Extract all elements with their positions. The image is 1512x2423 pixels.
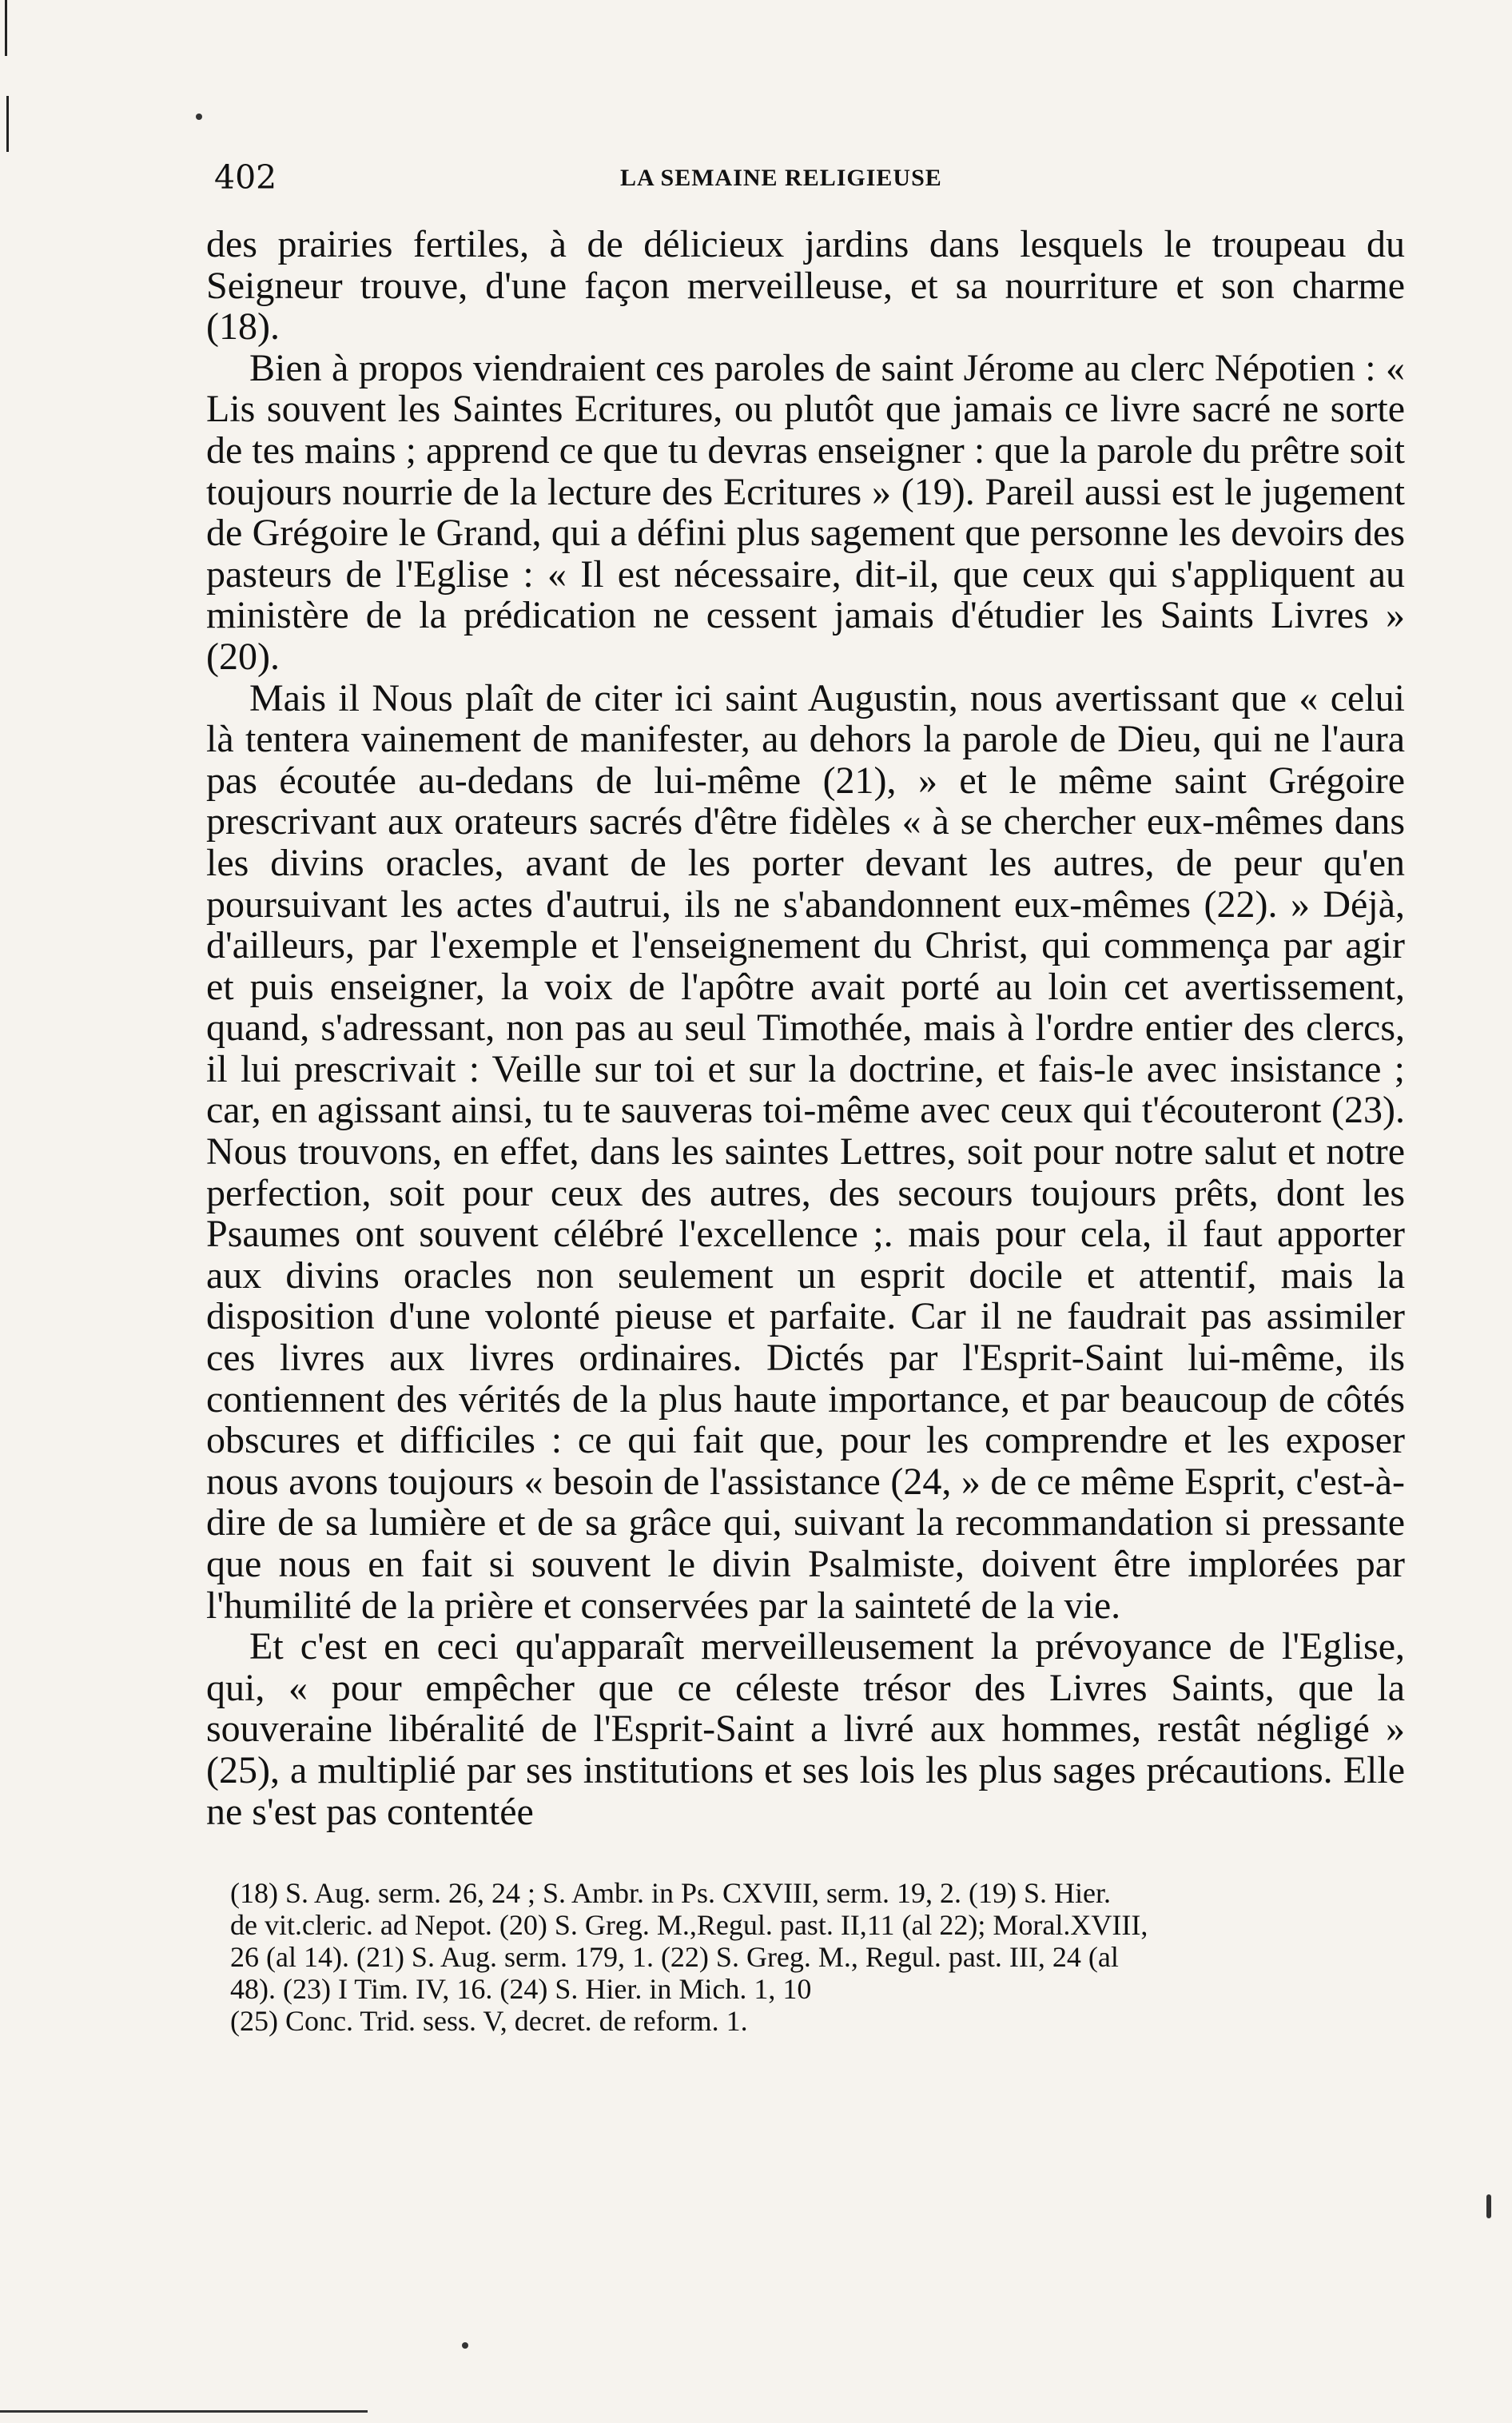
paragraph: Et c'est en ceci qu'apparaît merveilleusement la prévoyance de l'Eglise, qui, « pour empêcher que ce céleste trésor des Livres Saints, que la souveraine libéralité de l'Esprit-Saint a livré aux hommes, restât négligé » (25), a multiplié par ses institutions et ses lois les plus sages précautions. Elle ne s'est pas contentée: [206, 1625, 1405, 1833]
bottom-rule: [0, 2410, 368, 2413]
scan-edge-mark: [5, 0, 7, 56]
footnote-line: 26 (al 14). (21) S. Aug. serm. 179, 1. (22) S. Greg. M., Regul. past. III, 24 (al: [230, 1941, 1119, 1974]
running-title: LA SEMAINE RELIGIEUSE: [620, 165, 942, 191]
scan-speck: [196, 114, 202, 120]
page-number: 402: [214, 158, 277, 197]
paragraph: Mais il Nous plaît de citer ici saint Augustin, nous avertissant que « celui là tentera vainement de manifester, au dehors la parole de Dieu, qui ne l'aura pas écoutée au-dedans de lui-même (21), » et le même saint Grégoire prescrivant aux orateurs sacrés d'être fidèles « à se chercher eux-mêmes dans les divins oracles, avant de les porter devant les autres, de peur qu'en poursuivant les actes d'autrui, ils ne s'abandonnent eux-mêmes (22). » Déjà, d'ailleurs, par l'exemple et l'enseignement du Christ, qui commença par agir et puis enseigner, la voix de l'apôtre avait porté au loin cet avertissement, quand, s'adressant, non pas au seul Timothée, mais à l'ordre entier des clercs, il lui prescrivait : Veille sur toi et sur la doctrine, et fais-le avec insistance ; car, en agissant ainsi, tu te sauveras toi-même avec ceux qui t'écouteront (23). Nous trouvons, en effet, dans les saintes Lettres, soit pour notre salut et notre perfection, soit pour ceux des autres, des secours toujours prêts, dont les Psaumes ont souvent célébré l'excellence ;. mais pour cela, il faut apporter aux divins oracles non seulement un esprit docile et attentif, mais la disposition d'une volonté pieuse et parfaite. Car il ne faudrait pas assimiler ces livres aux livres ordinaires. Dictés par l'Esprit-Saint lui-même, ils contiennent des vérités de la plus haute importance, et par beaucoup de côtés obscures et difficiles : ce qui fait que, pour les comprendre et les exposer nous avons toujours « besoin de l'assistance (24, » de ce même Esprit, c'est-à-dire de sa lumière et de sa grâce qui, suivant la recommandation si pressante que nous en fait si souvent le divin Psalmiste, doivent être implorées par l'humilité de la prière et conservées par la sainteté de la vie.: [206, 676, 1405, 1627]
footnote-line: (25) Conc. Trid. sess. V, decret. de reform. 1.: [230, 2005, 748, 2038]
book-page: [206, 144, 1405, 2037]
footnote-line: (18) S. Aug. serm. 26, 24 ; S. Ambr. in Ps. CXVIII, serm. 19, 2. (19) S. Hier.: [230, 1877, 1111, 1910]
scan-speck: [1486, 2194, 1491, 2218]
body-text: [206, 224, 1405, 1832]
footnote-line: de vit.cleric. ad Nepot. (20) S. Greg. M.,Regul. past. II,11 (al 22); Moral.XVIII,: [230, 1909, 1148, 1942]
page-header: [206, 144, 1405, 200]
paragraph: Bien à propos viendraient ces paroles de saint Jérome au clerc Népotien : « Lis souvent les Saintes Ecritures, ou plutôt que jamais ce livre sacré ne sorte de tes mains ; apprend ce que tu devras enseigner : que la parole du prêtre soit toujours nourrie de la lecture des Ecritures » (19). Pareil aussi est le jugement de Grégoire le Grand, qui a défini plus sagement que personne les devoirs des pasteurs de l'Eglise : « Il est nécessaire, dit-il, que ceux qui s'appliquent au ministère de la prédication ne cessent jamais d'étudier les Saints Livres » (20).: [206, 346, 1405, 678]
footnote-line: 48). (23) I Tim. IV, 16. (24) S. Hier. in Mich. 1, 10: [230, 1973, 812, 2006]
paragraph: des prairies fertiles, à de délicieux jardins dans lesquels le troupeau du Seigneur trouve, d'une façon merveilleuse, et sa nourriture et son charme (18).: [206, 223, 1405, 349]
footnotes: [206, 1877, 1405, 2037]
scan-edge-mark: [6, 96, 9, 152]
scan-speck: [462, 2342, 468, 2349]
